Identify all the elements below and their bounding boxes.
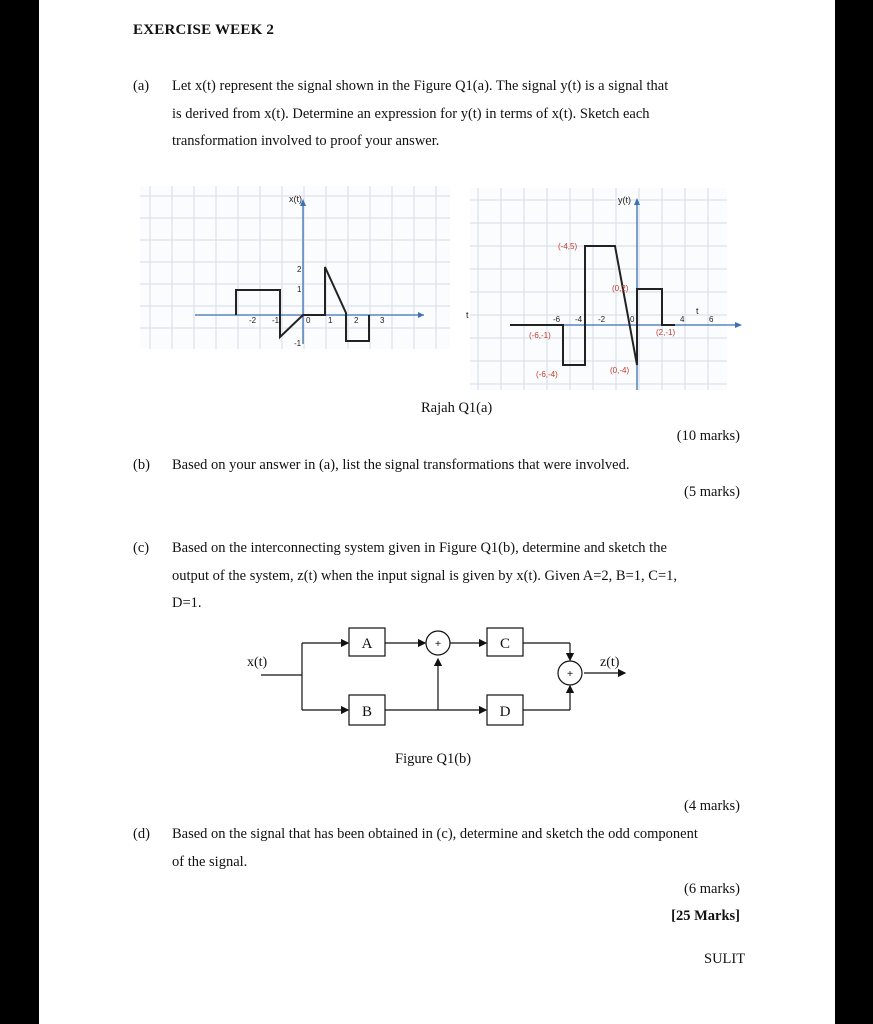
y-signal-graph — [470, 188, 727, 390]
part-c-line-2: output of the system, z(t) when the input signal is given by x(t). Given A=2, B=1, C=1, — [172, 567, 677, 584]
part-d-line-2: of the signal. — [172, 853, 248, 870]
x-tick-0: 0 — [306, 316, 311, 325]
y-graph-tick-4: 4 — [680, 315, 685, 324]
part-d-question — [172, 821, 740, 876]
part-d-marks: (6 marks) — [684, 881, 740, 897]
point-2-neg1: (2,-1) — [656, 328, 676, 337]
x-tick-2: 2 — [354, 316, 359, 325]
block-b-label: B — [361, 704, 373, 720]
block-c-label: C — [499, 636, 511, 652]
figure-q1b-caption: Figure Q1(b) — [395, 751, 472, 767]
input-signal-label: x(t) — [247, 655, 268, 670]
y-graph-ylabel: y(t) — [618, 195, 631, 205]
part-a-line-2: is derived from x(t). Determine an expression for y(t) in terms of x(t). Sketch each — [172, 105, 650, 122]
document-page — [39, 0, 835, 1024]
part-c-line-1: Based on the interconnecting system given in Figure Q1(b), determine and sketch the — [172, 540, 667, 556]
footer-sulit: SULIT — [704, 951, 746, 967]
part-d-line-1: Based on the signal that has been obtained in (c), determine and sketch the odd component — [172, 826, 698, 842]
y-graph-tick-0: 0 — [630, 315, 635, 324]
part-b-label: (b) — [133, 457, 150, 473]
part-a-question — [172, 73, 740, 156]
part-c-marks: (4 marks) — [684, 798, 740, 814]
block-diagram — [239, 615, 649, 740]
figure-q1a-caption: Rajah Q1(a) — [421, 400, 493, 416]
part-a-line-3: transformation involved to proof your answer. — [172, 133, 440, 149]
x-tick-1: 1 — [328, 316, 333, 325]
x-graph-ylabel: x(t) — [289, 194, 302, 204]
output-signal-label: z(t) — [600, 655, 620, 670]
part-d-label: (d) — [133, 826, 150, 842]
y-graph-tick-neg4: -4 — [575, 315, 583, 324]
part-a-marks: (10 marks) — [676, 428, 740, 444]
x-graph-t-label: t — [466, 310, 469, 320]
part-b-question: Based on your answer in (a), list the signal transformations that were involved. — [172, 457, 630, 473]
part-c-question — [172, 535, 740, 618]
y-graph-tick-neg6: -6 — [553, 315, 561, 324]
block-a-label: A — [361, 636, 373, 652]
y-tick-1: 1 — [297, 285, 302, 294]
y-tick-neg1: -1 — [294, 339, 302, 348]
adder-output-sign: + — [566, 668, 574, 680]
adder-top-sign: + — [434, 638, 442, 650]
point-neg6-neg1: (-6,-1) — [529, 331, 551, 340]
y-graph-t-label: t — [696, 306, 699, 316]
x-tick-3: 3 — [380, 316, 385, 325]
y-graph-t-arrow — [735, 322, 742, 328]
point-0-2: (0,2) — [612, 284, 629, 293]
x-graph-background — [140, 186, 450, 349]
part-c-label: (c) — [133, 540, 150, 556]
x-tick-neg2: -2 — [249, 316, 257, 325]
adder-top — [426, 631, 450, 655]
block-c — [487, 628, 523, 656]
y-graph-background — [470, 188, 727, 390]
block-d — [487, 695, 523, 725]
x-tick-neg1: -1 — [272, 316, 280, 325]
adder-output — [558, 661, 582, 685]
y-tick-2: 2 — [297, 265, 302, 274]
x-graph-t-label-holder — [419, 306, 433, 320]
total-marks: [25 Marks] — [671, 908, 740, 924]
x-signal-graph — [140, 186, 469, 349]
y-graph-tick-6: 6 — [709, 315, 714, 324]
page-title: EXERCISE WEEK 2 — [133, 22, 275, 38]
block-b — [349, 695, 385, 725]
point-0-neg4: (0,-4) — [610, 366, 630, 375]
point-neg6-neg4: (-6,-4) — [536, 370, 558, 379]
block-d-label: D — [499, 704, 511, 720]
part-c-line-3: D=1. — [172, 595, 202, 611]
point-neg4-5: (-4,5) — [558, 242, 578, 251]
part-a-label: (a) — [133, 78, 150, 94]
part-a-line-1: Let x(t) represent the signal shown in the Figure Q1(a). The signal y(t) is a signal that — [172, 78, 669, 94]
part-b-marks: (5 marks) — [684, 484, 740, 500]
block-a — [349, 628, 385, 656]
y-graph-tick-neg2: -2 — [598, 315, 606, 324]
